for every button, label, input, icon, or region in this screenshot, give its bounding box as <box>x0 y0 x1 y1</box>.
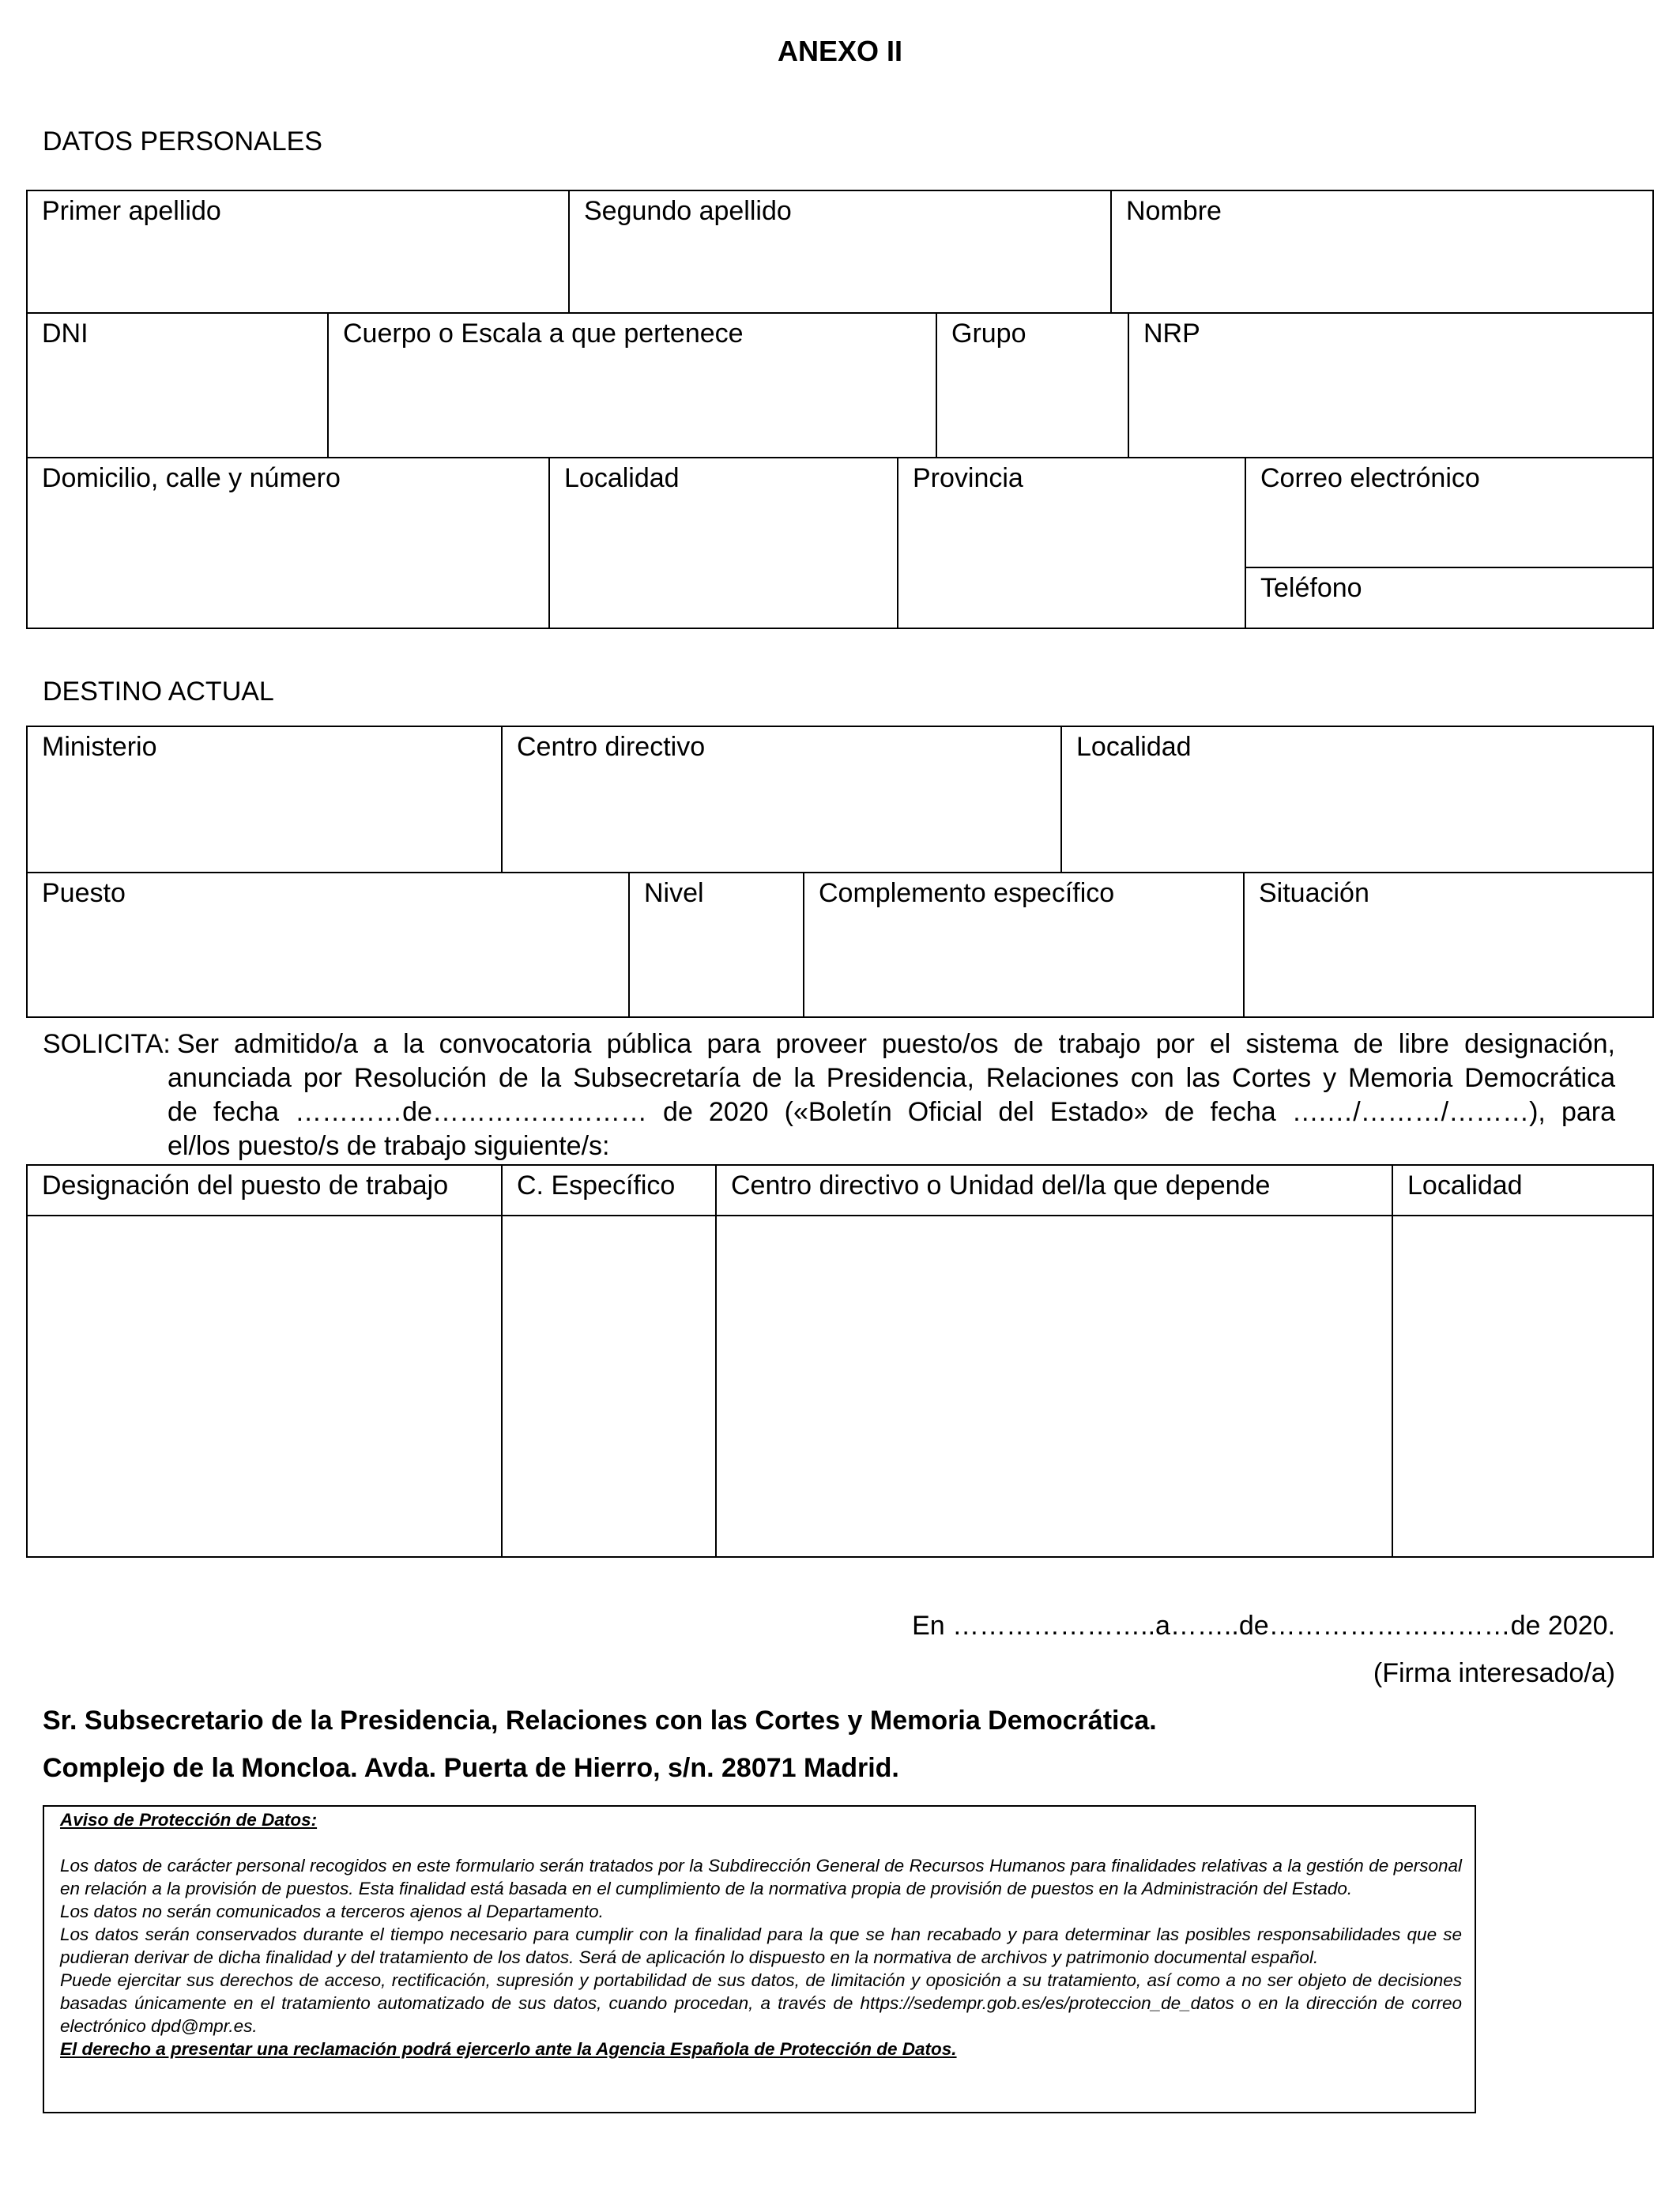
puestos-table <box>26 1164 1654 1558</box>
field-cuerpo-escala[interactable] <box>329 314 937 458</box>
field-nrp[interactable] <box>1129 314 1652 458</box>
field-label: Teléfono <box>1260 573 1362 603</box>
puestos-header-centro: Centro directivo o Unidad del/la que depende <box>717 1166 1393 1216</box>
field-primer-apellido[interactable] <box>28 191 570 314</box>
field-nombre[interactable] <box>1112 191 1652 314</box>
field-label: Correo electrónico <box>1260 463 1480 493</box>
puestos-cell-especifico[interactable] <box>503 1216 717 1556</box>
data-protection-notice <box>43 1805 1476 2113</box>
field-ministerio[interactable] <box>28 727 503 873</box>
field-label: Localidad <box>1076 732 1192 762</box>
field-grupo[interactable] <box>937 314 1129 458</box>
field-label: Segundo apellido <box>584 196 792 226</box>
solicita-line-3: de fecha …………de…………………… de 2020 («Boletín Oficial del Estado» de fecha ….…/………/………), para <box>168 1097 1615 1127</box>
addressee-line-1: Sr. Subsecretario de la Presidencia, Relaciones con las Cortes y Memoria Democrática. <box>43 1706 1157 1736</box>
puestos-header-designacion: Designación del puesto de trabajo <box>28 1166 503 1216</box>
solicita-paragraph <box>43 1027 1615 1163</box>
field-label: Nivel <box>644 878 704 908</box>
aviso-paragraph: Los datos no serán comunicados a terceros ajenos al Departamento. <box>60 1902 604 1921</box>
field-telefono[interactable] <box>1246 568 1652 628</box>
field-localidad-destino[interactable] <box>1062 727 1652 873</box>
puestos-cell-localidad[interactable] <box>1393 1216 1652 1556</box>
field-label: Puesto <box>42 878 126 908</box>
date-line: En …………………..a……..de………………………de 2020. <box>912 1611 1615 1641</box>
field-label: Complemento específico <box>819 878 1115 908</box>
field-provincia[interactable] <box>898 458 1246 628</box>
puestos-header-especifico: C. Específico <box>503 1166 717 1216</box>
page-title: ANEXO II <box>777 35 903 67</box>
puestos-cell-designacion[interactable] <box>28 1216 503 1556</box>
field-label: Ministerio <box>42 732 157 762</box>
field-dni[interactable] <box>28 314 329 458</box>
field-label: Localidad <box>564 463 680 493</box>
field-label: Provincia <box>913 463 1023 493</box>
aviso-heading: Aviso de Protección de Datos: <box>60 1810 318 1830</box>
field-label: Centro directivo <box>517 732 706 762</box>
field-domicilio[interactable] <box>28 458 550 628</box>
field-label: Nombre <box>1126 196 1222 226</box>
field-complemento-especifico[interactable] <box>804 873 1245 1016</box>
aviso-final: El derecho a presentar una reclamación podrá ejercerlo ante la Agencia Española de Protección de Datos. <box>60 2039 957 2059</box>
field-nivel[interactable] <box>630 873 804 1016</box>
field-correo[interactable] <box>1246 458 1652 568</box>
field-label: Domicilio, calle y número <box>42 463 341 493</box>
field-centro-directivo[interactable] <box>503 727 1062 873</box>
puestos-header-localidad: Localidad <box>1393 1166 1652 1216</box>
field-label: Cuerpo o Escala a que pertenece <box>343 319 744 349</box>
section-datos-personales: DATOS PERSONALES <box>43 126 322 156</box>
solicita-line-4: el/los puesto/s de trabajo siguiente/s: <box>168 1131 610 1161</box>
section-destino-actual: DESTINO ACTUAL <box>43 677 274 707</box>
field-label: Situación <box>1259 878 1369 908</box>
field-label: NRP <box>1143 319 1200 349</box>
field-localidad[interactable] <box>550 458 898 628</box>
aviso-paragraph: Puede ejercitar sus derechos de acceso, rectificación, supresión y portabilidad de sus datos, de limitación y oposición a su tratamiento, así como a no ser objeto de decisiones basadas únicamente en el tratamiento automatizado de sus datos, cuando procedan, a través de https://sedempr.gob.es/es/proteccion_de_datos o en la dirección de correo electrónico dpd@mpr.es. <box>60 1970 1462 2036</box>
puestos-cell-centro[interactable] <box>717 1216 1393 1556</box>
solicita-label: SOLICITA: <box>43 1029 171 1059</box>
solicita-line-1: Ser admitido/a a la convocatoria pública para proveer puesto/os de trabajo por el sistema de libre designación, <box>177 1029 1615 1059</box>
field-situacion[interactable] <box>1245 873 1652 1016</box>
aviso-paragraph: Los datos de carácter personal recogidos en este formulario serán tratados por la Subdirección General de Recursos Humanos para finalidades relativas a la gestión de personal en relación a la provisión de puestos. Esta finalidad está basada en el cumplimiento de la normativa propia de provisión de puestos en la Administración del Estado. <box>60 1856 1462 1898</box>
signature-label: (Firma interesado/a) <box>1373 1658 1615 1688</box>
destino-actual-table <box>26 726 1654 1018</box>
field-label: Primer apellido <box>42 196 221 226</box>
addressee-line-2: Complejo de la Moncloa. Avda. Puerta de Hierro, s/n. 28071 Madrid. <box>43 1753 899 1783</box>
field-puesto[interactable] <box>28 873 630 1016</box>
datos-personales-table <box>26 190 1654 629</box>
aviso-paragraph: Los datos serán conservados durante el tiempo necesario para cumplir con la finalidad para la que se han recabado y para determinar las posibles responsabilidades que se pudieran derivar de dicha finalidad y del tratamiento de los datos. Será de aplicación lo dispuesto en la normativa de archivos y patrimonio documental español. <box>60 1924 1462 1967</box>
field-label: DNI <box>42 319 89 349</box>
solicita-line-2: anunciada por Resolución de la Subsecretaría de la Presidencia, Relaciones con las Cortes y Memoria Democrática <box>168 1063 1615 1093</box>
field-segundo-apellido[interactable] <box>570 191 1112 314</box>
field-label: Grupo <box>951 319 1026 349</box>
